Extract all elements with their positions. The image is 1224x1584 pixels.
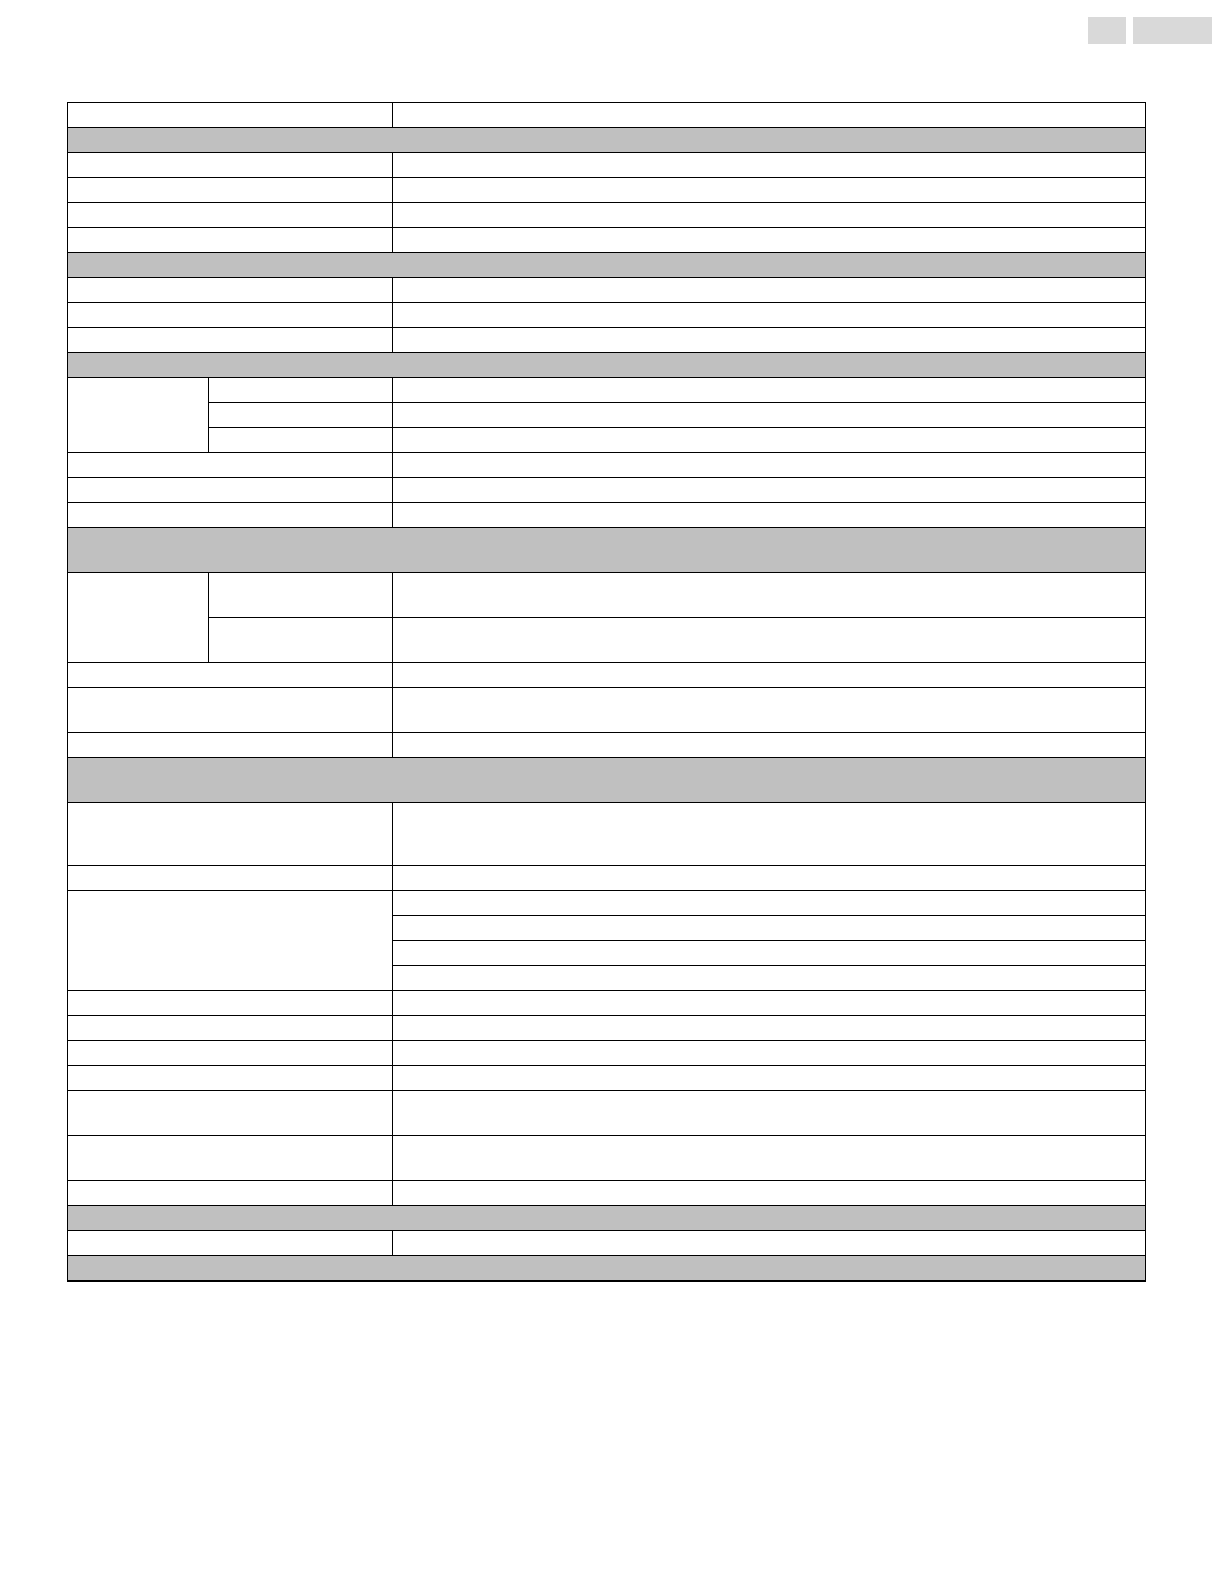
label-cell [68, 1041, 393, 1066]
sublabel-cell [209, 378, 393, 403]
table-row [68, 178, 1146, 203]
section-header-row [68, 528, 1146, 573]
table-row [68, 428, 1146, 453]
table-row [68, 228, 1146, 253]
label-cell [68, 663, 393, 688]
table-row [68, 1231, 1146, 1256]
label-cell [68, 1231, 393, 1256]
table-row [68, 891, 1146, 916]
group-label-cell [68, 378, 209, 453]
page-tab-left [1088, 17, 1126, 44]
label-cell [68, 153, 393, 178]
label-cell [68, 688, 393, 733]
value-cell [393, 453, 1146, 478]
table-row [68, 278, 1146, 303]
section-header [68, 528, 1146, 573]
label-cell [68, 228, 393, 253]
label-cell [68, 1016, 393, 1041]
table-row [68, 733, 1146, 758]
table-row [68, 1181, 1146, 1206]
value-cell [393, 1231, 1146, 1256]
specification-table [67, 102, 1146, 1282]
section-header-row [68, 1256, 1146, 1281]
label-cell [68, 303, 393, 328]
value-cell [393, 688, 1146, 733]
value-cell [393, 478, 1146, 503]
section-header-row [68, 758, 1146, 803]
table-row [68, 688, 1146, 733]
value-cell [393, 803, 1146, 866]
section-header-row [68, 253, 1146, 278]
value-cell [393, 1016, 1146, 1041]
value-cell [393, 203, 1146, 228]
section-header [68, 1256, 1146, 1281]
value-cell [393, 428, 1146, 453]
table-row [68, 618, 1146, 663]
table-row [68, 803, 1146, 866]
value-cell [393, 303, 1146, 328]
value-cell [393, 278, 1146, 303]
table-row [68, 503, 1146, 528]
table-row [68, 203, 1146, 228]
label-cell [68, 203, 393, 228]
label-cell [68, 453, 393, 478]
table-row [68, 478, 1146, 503]
table-row [68, 573, 1146, 618]
table-row [68, 303, 1146, 328]
label-cell [68, 328, 393, 353]
value-cell [393, 228, 1146, 253]
sublabel-cell [209, 618, 393, 663]
value-cell [393, 1041, 1146, 1066]
value-cell [393, 733, 1146, 758]
value-cell [393, 618, 1146, 663]
value-cell [393, 503, 1146, 528]
label-cell [68, 178, 393, 203]
label-cell [68, 1091, 393, 1136]
value-cell [393, 1091, 1146, 1136]
section-header [68, 128, 1146, 153]
value-cell [393, 891, 1146, 916]
value-cell [393, 328, 1146, 353]
table-row [68, 991, 1146, 1016]
group-label-cell [68, 891, 393, 991]
sublabel-cell [209, 403, 393, 428]
value-cell [393, 103, 1146, 128]
value-cell [393, 1281, 1146, 1282]
section-header [68, 1206, 1146, 1231]
value-cell [393, 178, 1146, 203]
section-header [68, 758, 1146, 803]
label-cell [68, 503, 393, 528]
label-cell [68, 1066, 393, 1091]
label-cell [68, 1136, 393, 1181]
value-cell [393, 966, 1146, 991]
table-row [68, 1091, 1146, 1136]
section-header [68, 353, 1146, 378]
label-cell [68, 1281, 393, 1282]
table-row [68, 1016, 1146, 1041]
value-cell [393, 1066, 1146, 1091]
table-row [68, 378, 1146, 403]
value-cell [393, 941, 1146, 966]
table-row [68, 1136, 1146, 1181]
table-row [68, 403, 1146, 428]
value-cell [393, 573, 1146, 618]
value-cell [393, 378, 1146, 403]
label-cell [68, 803, 393, 866]
table-row [68, 1041, 1146, 1066]
table-row [68, 328, 1146, 353]
label-cell [68, 478, 393, 503]
section-header [68, 253, 1146, 278]
group-label-cell [68, 573, 209, 663]
value-cell [393, 991, 1146, 1016]
table-row [68, 663, 1146, 688]
value-cell [393, 153, 1146, 178]
section-header-row [68, 353, 1146, 378]
table-row [68, 453, 1146, 478]
value-cell [393, 1181, 1146, 1206]
section-header-row [68, 1206, 1146, 1231]
label-cell [68, 103, 393, 128]
table-row [68, 1066, 1146, 1091]
section-header-row [68, 128, 1146, 153]
page-tab-right [1133, 17, 1212, 44]
table-row [68, 1281, 1146, 1282]
sublabel-cell [209, 428, 393, 453]
value-cell [393, 403, 1146, 428]
table-row [68, 866, 1146, 891]
label-cell [68, 733, 393, 758]
table-row [68, 103, 1146, 128]
label-cell [68, 278, 393, 303]
value-cell [393, 1136, 1146, 1181]
label-cell [68, 1181, 393, 1206]
table-row [68, 153, 1146, 178]
label-cell [68, 866, 393, 891]
label-cell [68, 991, 393, 1016]
value-cell [393, 916, 1146, 941]
sublabel-cell [209, 573, 393, 618]
value-cell [393, 663, 1146, 688]
value-cell [393, 866, 1146, 891]
